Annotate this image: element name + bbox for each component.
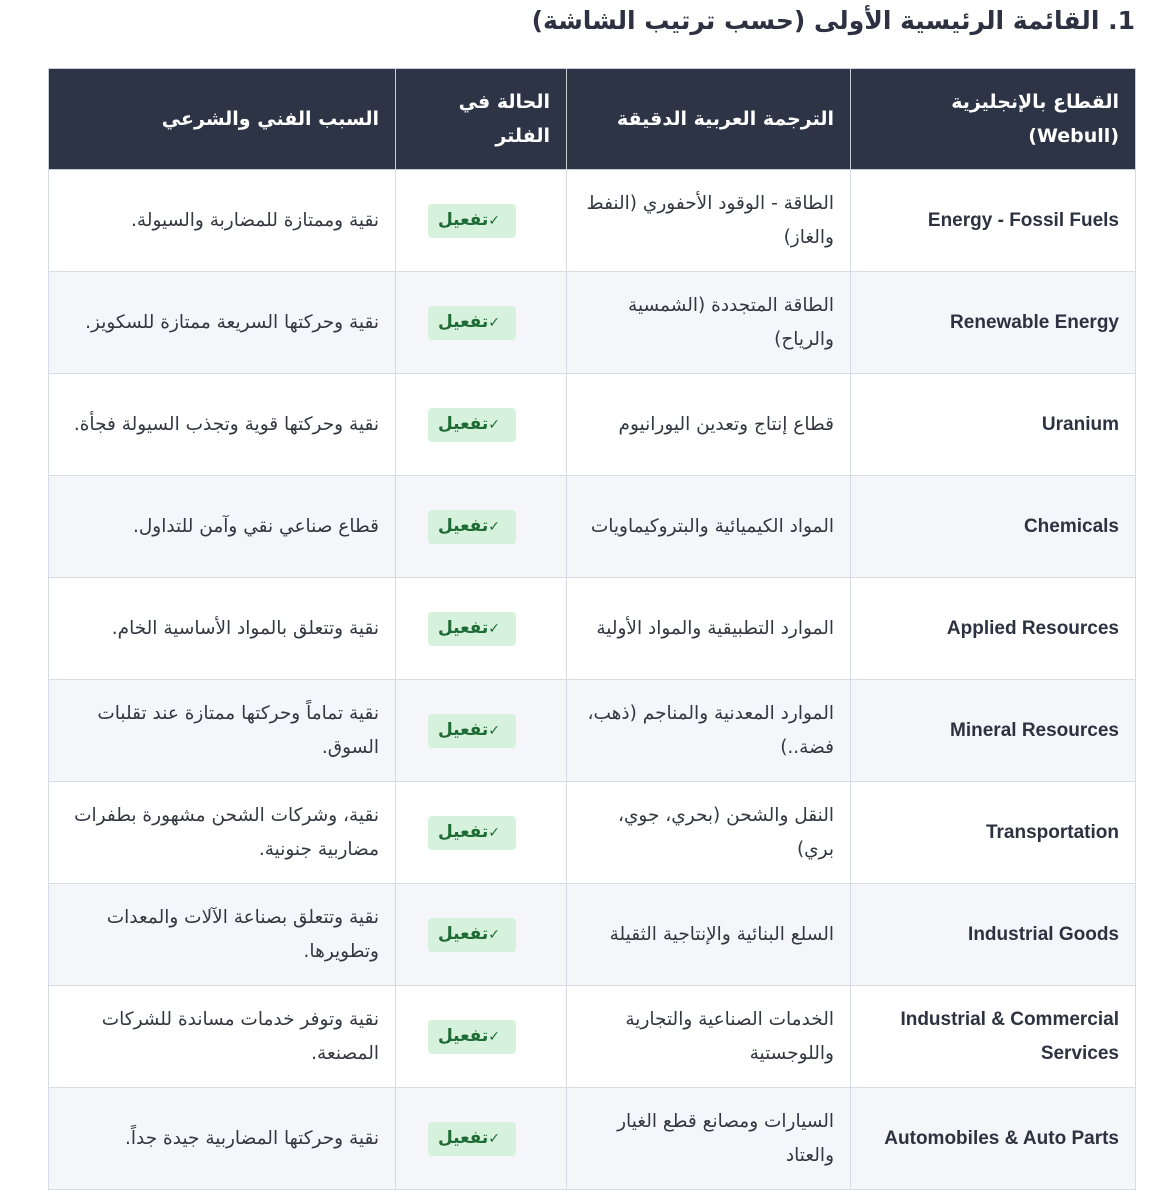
sectors-table [48, 68, 1136, 1190]
status-label: تفعيل [437, 821, 489, 842]
sector-en-name: Transportation [851, 782, 1136, 884]
sector-reason: نقية وحركتها السريعة ممتازة للسكويز. [49, 272, 396, 374]
check-icon: ✓ [488, 212, 501, 229]
filter-status-cell [396, 374, 567, 476]
status-badge [428, 204, 516, 238]
sector-en-name: Uranium [851, 374, 1136, 476]
sector-reason: نقية تماماً وحركتها ممتازة عند تقلبات السوق. [49, 680, 396, 782]
status-label: تفعيل [437, 719, 489, 740]
sector-ar-translation: الموارد المعدنية والمناجم (ذهب، فضة..) [567, 680, 851, 782]
table-body [49, 170, 1136, 1190]
sector-en-name: Industrial & Commercial Services [851, 986, 1136, 1088]
sector-en-name: Industrial Goods [851, 884, 1136, 986]
sector-ar-translation: الطاقة المتجددة (الشمسية والرياح) [567, 272, 851, 374]
status-badge [428, 510, 516, 544]
table-row [49, 170, 1136, 272]
sector-ar-translation: الطاقة - الوقود الأحفوري (النفط والغاز) [567, 170, 851, 272]
header-row [49, 69, 1136, 170]
status-badge [428, 918, 516, 952]
table-row [49, 578, 1136, 680]
filter-status-cell [396, 272, 567, 374]
sector-en-name: Renewable Energy [851, 272, 1136, 374]
check-icon: ✓ [488, 416, 501, 433]
status-label: تفعيل [437, 617, 489, 638]
table-row [49, 272, 1136, 374]
status-badge [428, 816, 516, 850]
sector-reason: نقية وحركتها المضاربية جيدة جداً. [49, 1088, 396, 1190]
check-icon: ✓ [488, 620, 501, 637]
sector-reason: نقية، وشركات الشحن مشهورة بطفرات مضاربية جنونية. [49, 782, 396, 884]
status-label: تفعيل [437, 1127, 489, 1148]
sector-en-name: Applied Resources [851, 578, 1136, 680]
sector-ar-translation: الخدمات الصناعية والتجارية واللوجستية [567, 986, 851, 1088]
status-badge [428, 1122, 516, 1156]
sector-en-name: Automobiles & Auto Parts [851, 1088, 1136, 1190]
sector-reason: نقية وحركتها قوية وتجذب السيولة فجأة. [49, 374, 396, 476]
filter-status-cell [396, 1088, 567, 1190]
header-reason: السبب الفني والشرعي [49, 69, 396, 170]
header-en-sector: القطاع بالإنجليزية (Webull) [851, 69, 1136, 170]
check-icon: ✓ [488, 926, 501, 943]
status-badge [428, 1020, 516, 1054]
sector-reason: قطاع صناعي نقي وآمن للتداول. [49, 476, 396, 578]
status-label: تفعيل [437, 311, 489, 332]
sector-ar-translation: السيارات ومصانع قطع الغيار والعتاد [567, 1088, 851, 1190]
status-label: تفعيل [437, 515, 489, 536]
check-icon: ✓ [488, 1028, 501, 1045]
sector-en-name: Mineral Resources [851, 680, 1136, 782]
table-row [49, 1088, 1136, 1190]
status-label: تفعيل [437, 209, 489, 230]
table-row [49, 782, 1136, 884]
header-filter-status: الحالة في الفلتر [396, 69, 567, 170]
check-icon: ✓ [488, 722, 501, 739]
table-row [49, 986, 1136, 1088]
table-row [49, 884, 1136, 986]
filter-status-cell [396, 986, 567, 1088]
sector-reason: نقية وممتازة للمضاربة والسيولة. [49, 170, 396, 272]
table-row [49, 680, 1136, 782]
sector-ar-translation: النقل والشحن (بحري، جوي، بري) [567, 782, 851, 884]
filter-status-cell [396, 170, 567, 272]
table-header [49, 69, 1136, 170]
sector-ar-translation: المواد الكيميائية والبتروكيماويات [567, 476, 851, 578]
check-icon: ✓ [488, 1130, 501, 1147]
filter-status-cell [396, 578, 567, 680]
sector-ar-translation: قطاع إنتاج وتعدين اليورانيوم [567, 374, 851, 476]
filter-status-cell [396, 884, 567, 986]
sector-reason: نقية وتتعلق بالمواد الأساسية الخام. [49, 578, 396, 680]
status-badge [428, 714, 516, 748]
check-icon: ✓ [488, 314, 501, 331]
sector-ar-translation: السلع البنائية والإنتاجية الثقيلة [567, 884, 851, 986]
status-label: تفعيل [437, 923, 489, 944]
header-ar-translation: الترجمة العربية الدقيقة [567, 69, 851, 170]
check-icon: ✓ [488, 824, 501, 841]
filter-status-cell [396, 782, 567, 884]
page-title: 1. القائمة الرئيسية الأولى (حسب ترتيب الشاشة) [531, 6, 1135, 35]
sector-en-name: Chemicals [851, 476, 1136, 578]
status-label: تفعيل [437, 413, 489, 434]
status-label: تفعيل [437, 1025, 489, 1046]
status-badge [428, 408, 516, 442]
table-row [49, 374, 1136, 476]
status-badge [428, 306, 516, 340]
sector-reason: نقية وتوفر خدمات مساندة للشركات المصنعة. [49, 986, 396, 1088]
sector-reason: نقية وتتعلق بصناعة الآلات والمعدات وتطويرها. [49, 884, 396, 986]
sector-en-name: Energy - Fossil Fuels [851, 170, 1136, 272]
check-icon: ✓ [488, 518, 501, 535]
sector-ar-translation: الموارد التطبيقية والمواد الأولية [567, 578, 851, 680]
table-row [49, 476, 1136, 578]
status-badge [428, 612, 516, 646]
filter-status-cell [396, 680, 567, 782]
filter-status-cell [396, 476, 567, 578]
